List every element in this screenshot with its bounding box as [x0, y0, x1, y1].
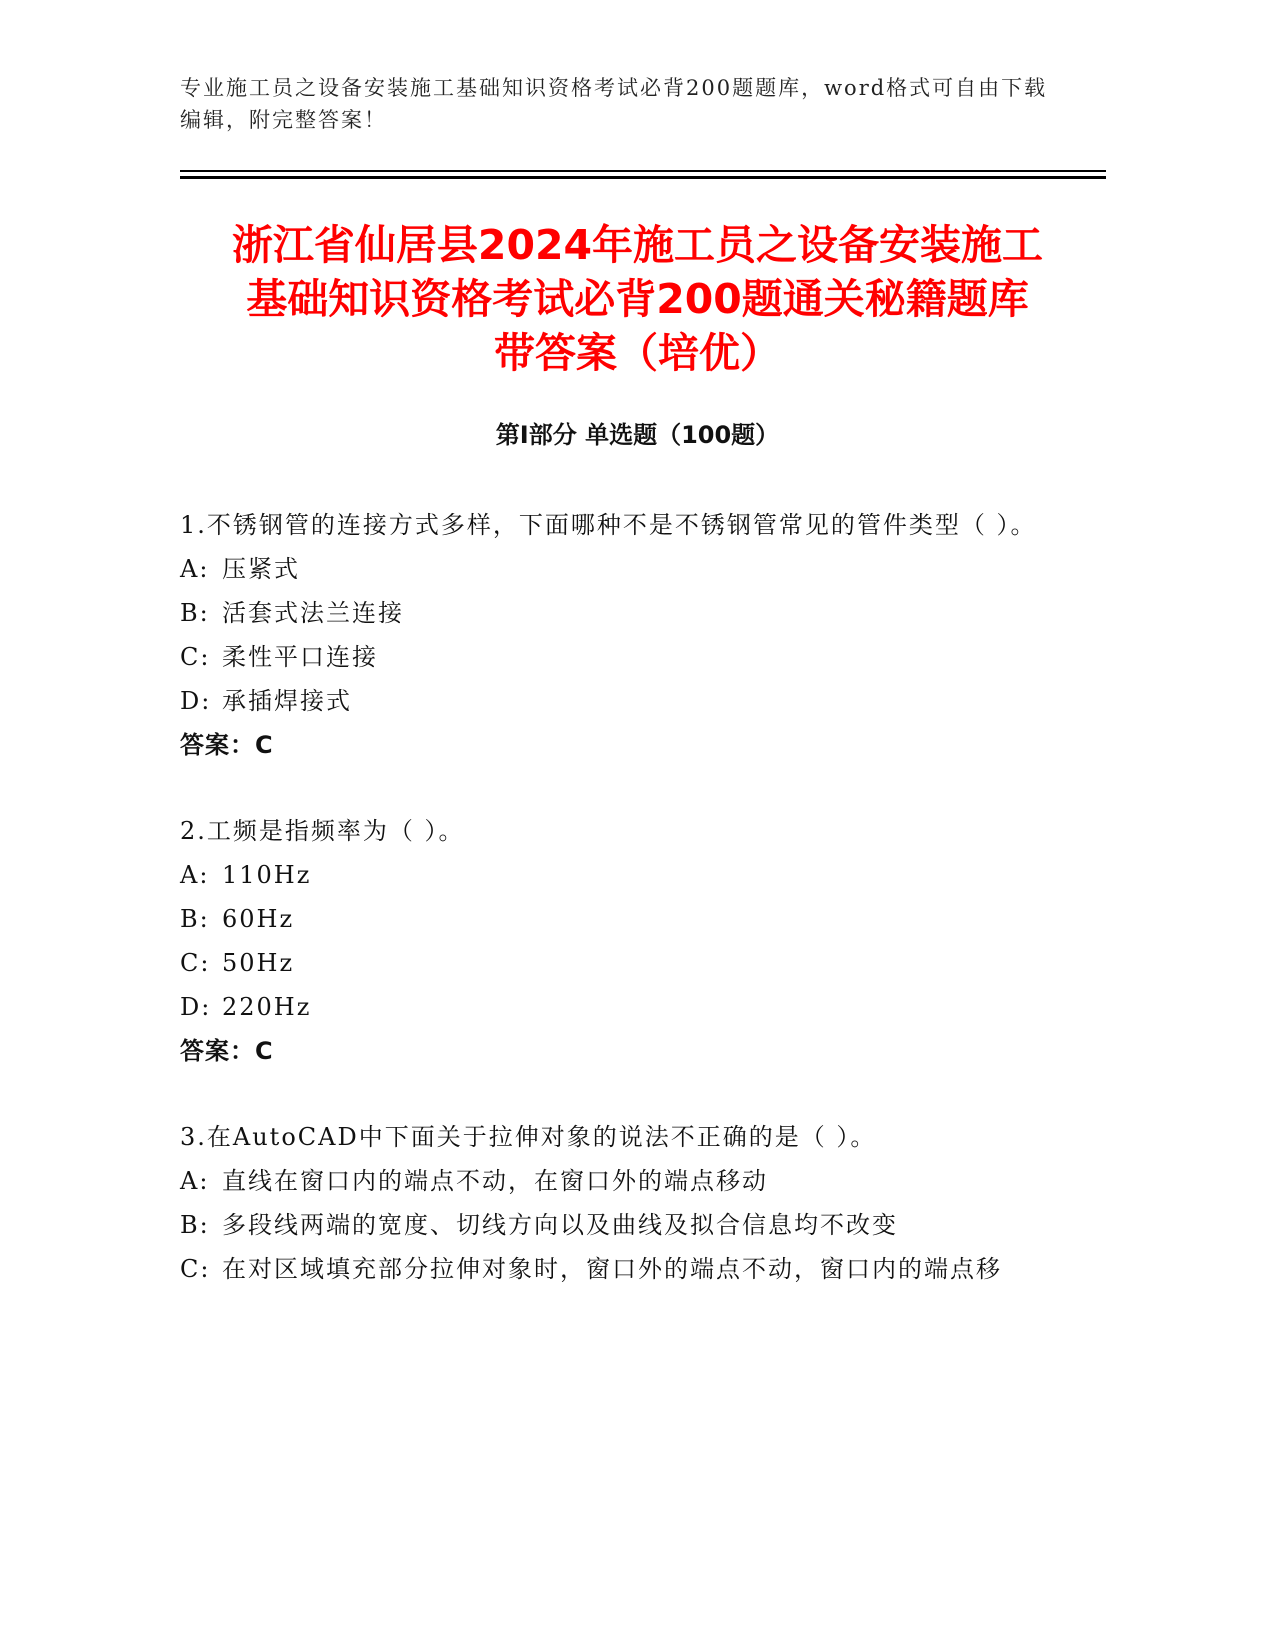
question-stem: 3.在AutoCAD中下面关于拉伸对象的说法不正确的是（ ）。 [180, 1123, 877, 1151]
option-text: 活套式法兰连接 [222, 599, 404, 627]
answer-label: 答案： [180, 1037, 255, 1065]
option-letter: B: [180, 905, 210, 933]
option-text: 60Hz [222, 905, 295, 933]
option-text: 直线在窗口内的端点不动，在窗口外的端点移动 [222, 1167, 768, 1195]
option-text: 承插焊接式 [222, 687, 352, 715]
option-letter: B: [180, 1211, 210, 1239]
answer-value: C [255, 731, 274, 759]
option-letter: D: [180, 687, 212, 715]
answer-line [180, 1029, 1060, 1073]
option-text: 50Hz [222, 949, 295, 977]
question-option [180, 1203, 1060, 1247]
option-text: 220Hz [222, 993, 312, 1021]
option-letter: A: [180, 1167, 210, 1195]
question-option [180, 679, 1060, 723]
question-option [180, 941, 1060, 985]
option-text: 在对区域填充部分拉伸对象时，窗口外的端点不动，窗口内的端点移 [222, 1255, 1002, 1283]
question-option [180, 591, 1060, 635]
question-option [180, 1247, 1060, 1291]
question-3 [180, 1115, 1060, 1291]
question-option [180, 635, 1060, 679]
question-option [180, 897, 1060, 941]
option-text: 多段线两端的宽度、切线方向以及曲线及拟合信息均不改变 [222, 1211, 898, 1239]
header-divider-thin [180, 170, 1106, 172]
option-letter: B: [180, 599, 210, 627]
document-title-line-2: 基础知识资格考试必背200题通关秘籍题库 [246, 275, 1029, 323]
document-title [150, 218, 1125, 380]
question-list [180, 503, 1060, 1333]
question-2 [180, 809, 1060, 1073]
option-text: 柔性平口连接 [222, 643, 378, 671]
question-option [180, 985, 1060, 1029]
question-option [180, 547, 1060, 591]
question-option [180, 853, 1060, 897]
document-header-note: 专业施工员之设备安装施工基础知识资格考试必背200题题库，word格式可自由下载编辑，附完整答案！ [180, 76, 1048, 132]
option-letter: C: [180, 949, 211, 977]
question-stem: 1.不锈钢管的连接方式多样，下面哪种不是不锈钢管常见的管件类型（ ）。 [180, 511, 1037, 539]
option-letter: C: [180, 1255, 211, 1283]
answer-value: C [255, 1037, 274, 1065]
question-1 [180, 503, 1060, 767]
question-option [180, 1159, 1060, 1203]
document-title-line-3: 带答案（培优） [494, 329, 781, 377]
question-stem: 2.工频是指频率为（ ）。 [180, 817, 465, 845]
document-title-line-1: 浙江省仙居县2024年施工员之设备安装施工 [231, 221, 1044, 269]
answer-line [180, 723, 1060, 767]
option-letter: D: [180, 993, 212, 1021]
option-text: 110Hz [222, 861, 312, 889]
option-letter: A: [180, 861, 210, 889]
option-letter: A: [180, 555, 210, 583]
option-letter: C: [180, 643, 211, 671]
section-heading: 第Ⅰ部分 单选题（100题） [495, 421, 780, 449]
answer-label: 答案： [180, 731, 255, 759]
option-text: 压紧式 [222, 555, 300, 583]
header-divider-thick [180, 176, 1106, 179]
